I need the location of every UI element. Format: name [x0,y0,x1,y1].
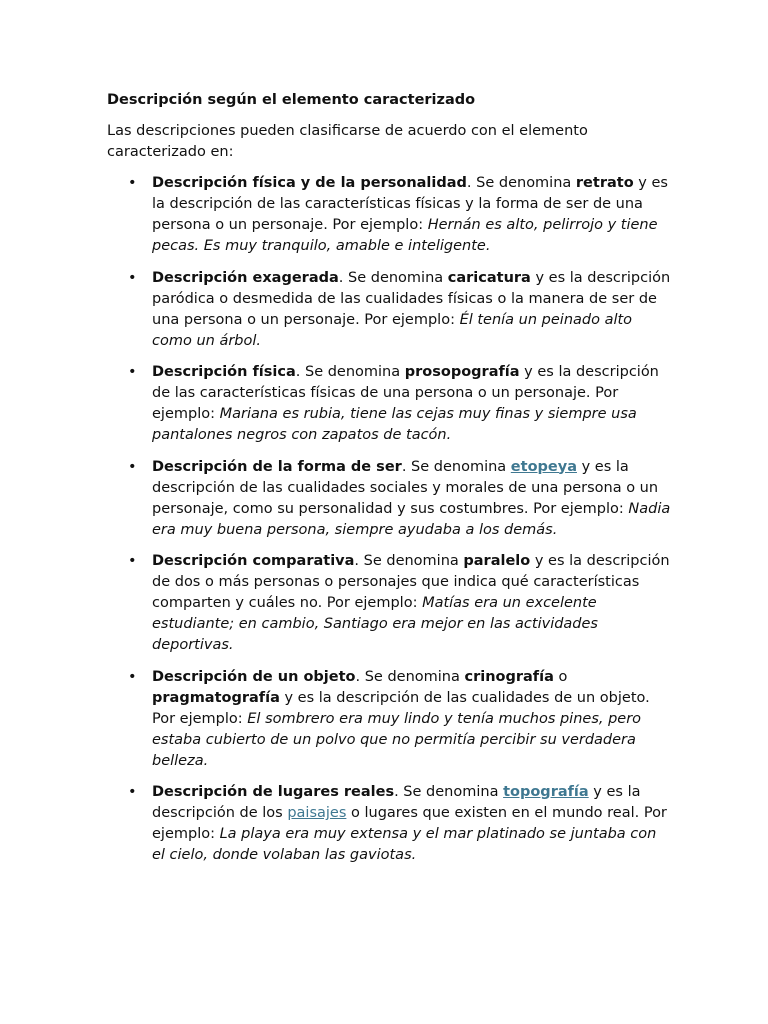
item-example: Mariana es rubia, tiene las cejas muy finas y siempre usa pantalones negros con zapatos de tacón. [152,406,637,443]
item-text: . Se denomina [466,175,576,191]
list-item-paralelo [152,551,672,656]
list-item-caricatura [152,268,672,352]
item-text: y es la descripción de las características físicas y la forma de ser de una persona o un personaje. Por ejemplo: [152,175,668,233]
item-term: pragmatografía [152,689,280,706]
item-term: paralelo [463,553,531,569]
item-text: . Se denomina [338,269,448,286]
item-text: . Se denomina [354,553,464,569]
item-title: Descripción física [152,364,296,380]
item-title: Descripción exagerada [152,269,339,286]
list-item-etopeya [152,457,672,541]
topografia-link[interactable]: topografía [503,784,589,800]
section-heading: Descripción según el elemento caracterizado [107,92,476,108]
item-text: y es la descripción de las características físicas de una persona o un personaje. Por ejemplo: [152,364,659,422]
item-text: . Se denomina [401,458,511,475]
item-term: caricatura [447,269,531,286]
item-text: . Se denomina [394,784,504,800]
item-title: Descripción de un objeto [152,668,356,685]
item-example: Él tenía un peinado alto como un árbol. [152,311,633,349]
list-item-retrato [152,173,672,257]
item-example: Nadia era muy buena persona, siempre ayudaba a los demás. [152,500,671,538]
etopeya-link[interactable]: etopeya [510,458,577,475]
item-text: y es la descripción de las cualidades de un objeto. Por ejemplo: [152,689,650,727]
item-term: crinografía [464,668,554,685]
item-example: La playa era muy extensa y el mar platinado se juntaba con el cielo, donde volaban las gaviotas. [152,826,657,863]
item-title: Descripción física y de la personalidad [152,175,467,191]
item-text: y es la descripción de las cualidades sociales y morales de una persona o un personaje, como su personalidad y sus costumbres. Por ejemplo: [152,458,659,517]
list-item-crinografia [152,667,672,772]
item-text: o lugares que existen en el mundo real. Por ejemplo: [152,805,667,842]
item-term: retrato [575,175,634,191]
item-text: o [553,668,568,685]
item-example: Hernán es alto, pelirrojo y tiene pecas. Es muy tranquilo, amable e inteligente. [152,217,658,254]
list-item-topografia [152,782,672,866]
item-text: y es la descripción de dos o más personas o personajes que indica qué características comparten y cuáles no. Por ejemplo: [152,553,670,611]
paisajes-link[interactable]: paisajes [287,805,347,821]
item-text: y es la descripción paródica o desmedida de las cualidades físicas o la manera de ser de una persona o un personaje. Por ejemplo: [152,269,671,328]
list-item-prosopografia [152,362,672,446]
item-term: prosopografía [404,364,520,380]
item-example: El sombrero era muy lindo y tenía muchos pines, pero estaba cubierto de un polvo que no permitía percibir su verdadera belleza. [152,710,642,769]
item-title: Descripción de lugares reales [152,784,395,800]
item-text: . Se denomina [355,668,465,685]
item-example: Matías era un excelente estudiante; en cambio, Santiago era mejor en las actividades deportivas. [152,595,598,653]
intro-paragraph: Las descripciones pueden clasificarse de acuerdo con el elemento caracterizado en: [107,123,588,160]
item-text: y es la descripción de los [152,784,641,821]
description-types-list [152,173,672,877]
item-text: . Se denomina [295,364,405,380]
item-title: Descripción de la forma de ser [152,458,402,475]
item-title: Descripción comparativa [152,553,355,569]
